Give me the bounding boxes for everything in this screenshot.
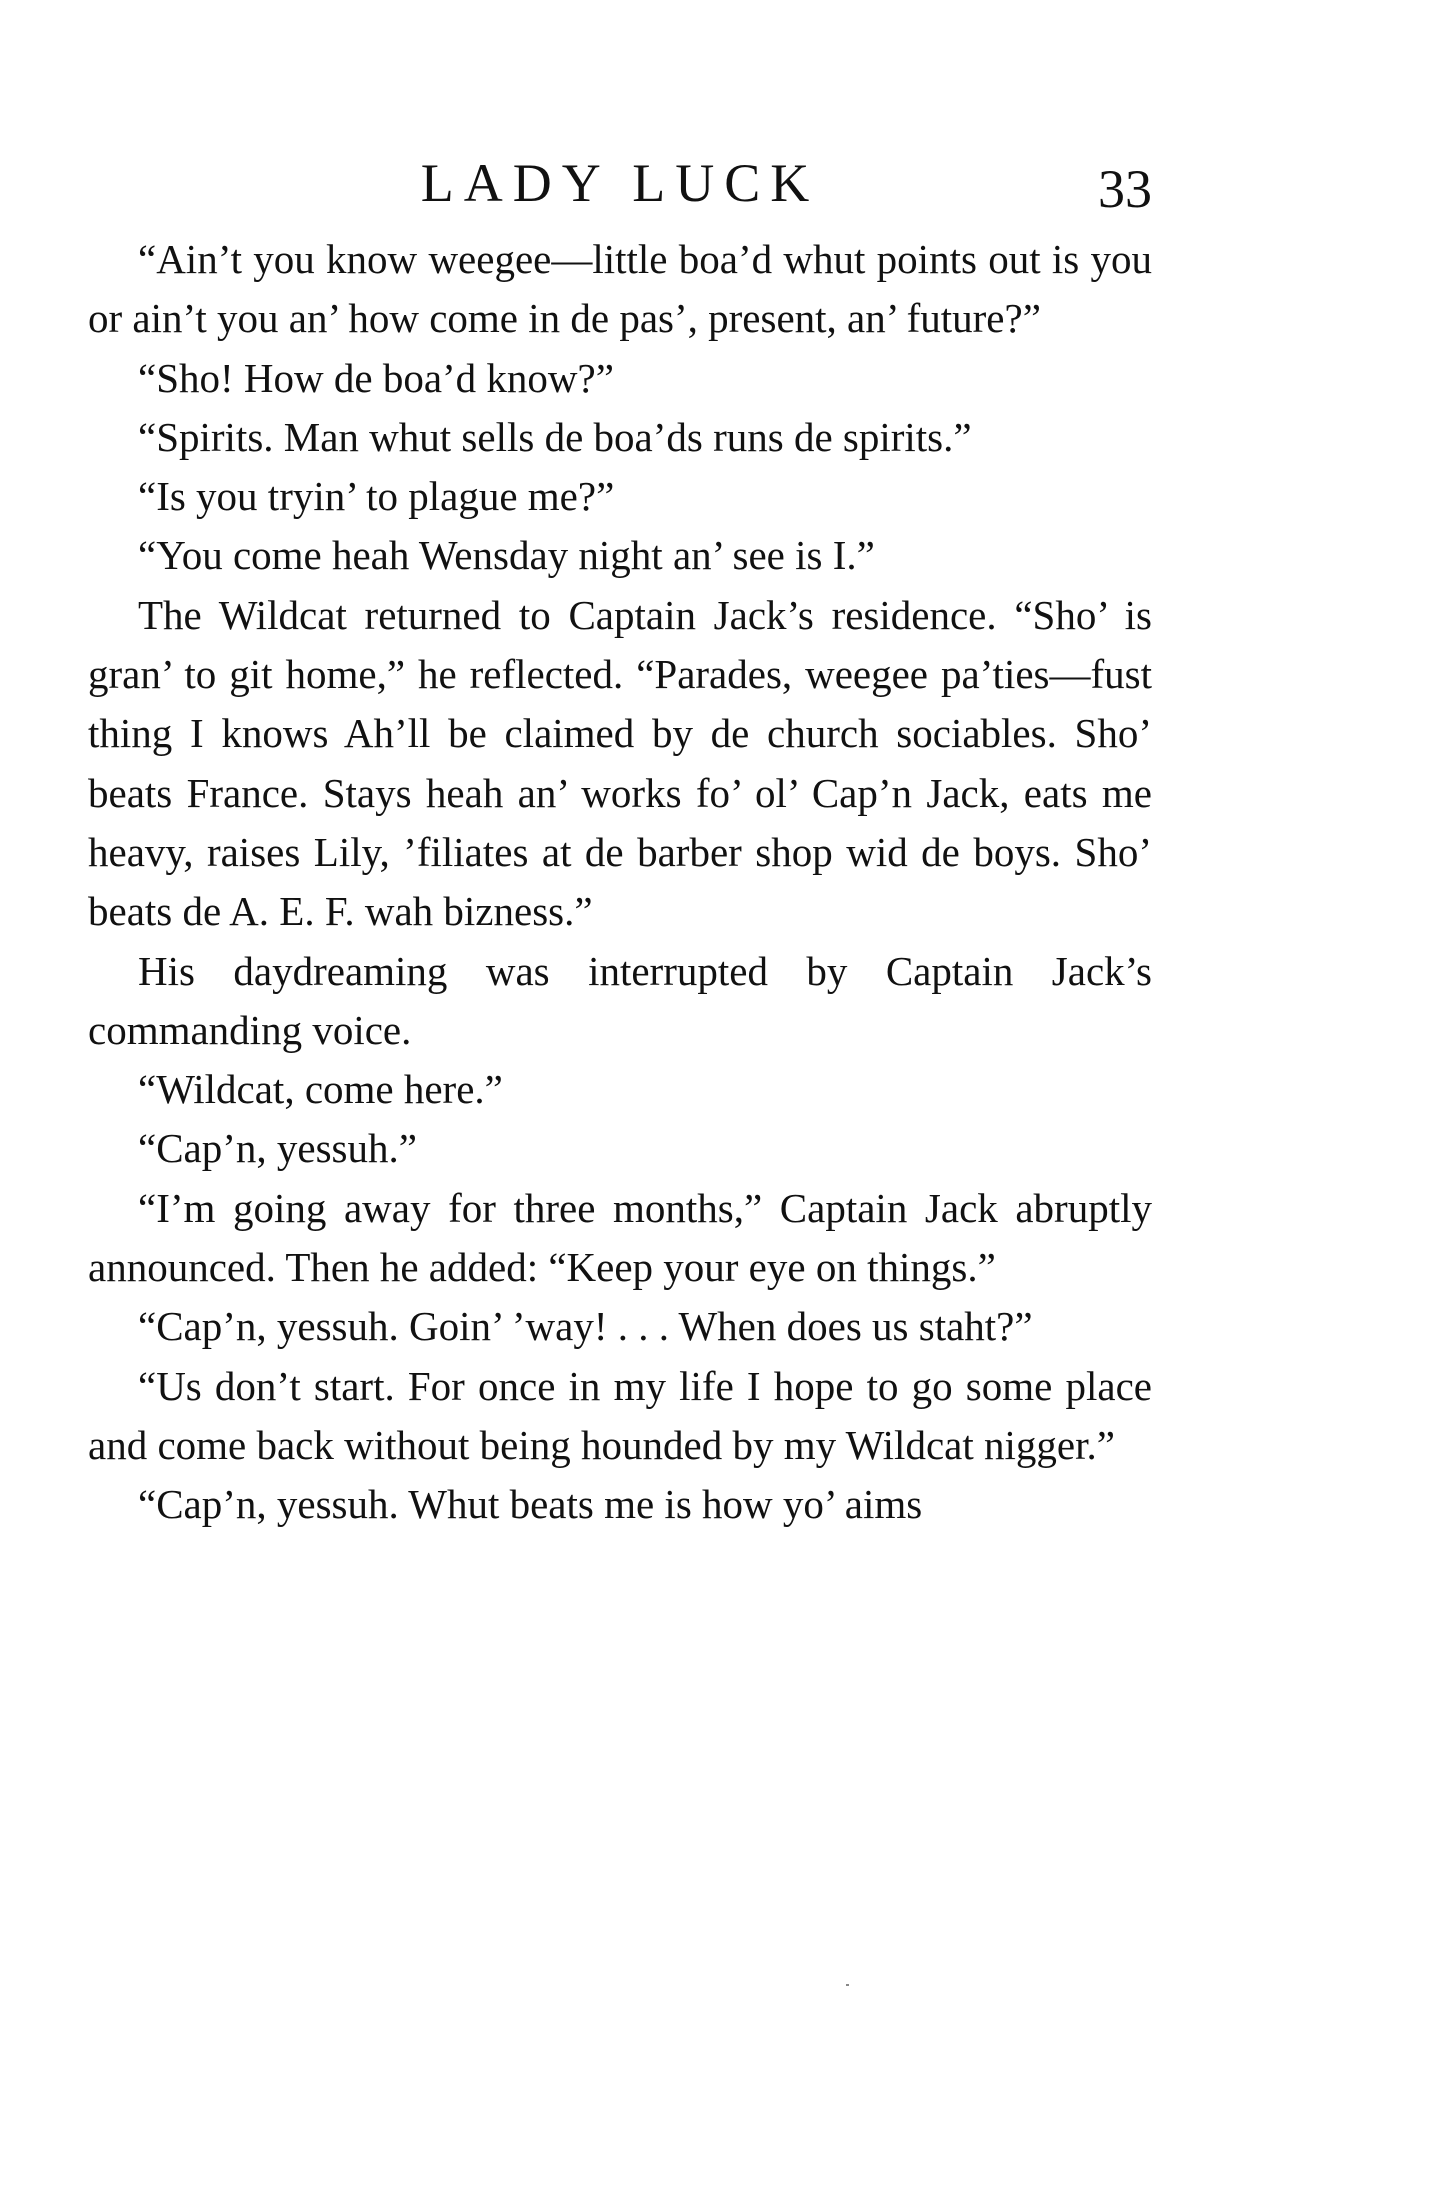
paragraph: The Wildcat returned to Captain Jack’s residence. “Sho’ is gran’ to git home,” he reflected. “Parades, weegee pa’ties—fust thing I knows Ah’ll be claimed by de church sociables. Sho’ beats France. Stays heah an’ works fo’ ol’ Cap’n Jack, eats me heavy, raises Lily, ’filiates at de barber shop wid de boys. Sho’ beats de A. E. F. wah bizness.”: [88, 591, 1152, 935]
running-head: [88, 148, 1152, 218]
running-head-title: LADY LUCK: [420, 153, 820, 213]
paragraph: “Cap’n, yessuh. Whut beats me is how yo’ aims: [138, 1481, 923, 1528]
paragraph: “You come heah Wensday night an’ see is I.”: [138, 532, 875, 579]
paragraph: “I’m going away for three months,” Captain Jack abruptly announced. Then he added: “Keep your eye on things.”: [88, 1184, 1152, 1291]
paragraph: “Cap’n, yessuh.”: [138, 1125, 417, 1172]
paragraph: “Ain’t you know weegee—little boa’d whut points out is you or ain’t you an’ how come in de pas’, present, an’ future?”: [88, 236, 1152, 342]
body-text: [88, 230, 1152, 1535]
paragraph: “Sho! How de boa’d know?”: [138, 354, 614, 401]
paragraph: “Cap’n, yessuh. Goin’ ’way! . . . When does us staht?”: [138, 1303, 1033, 1350]
page-number: 33: [1098, 159, 1152, 219]
paragraph: His daydreaming was interrupted by Captain Jack’s commanding voice.: [88, 947, 1152, 1053]
print-speck: [846, 1984, 849, 1986]
paragraph: “Us don’t start. For once in my life I hope to go some place and come back without being hounded by my Wildcat nigger.”: [88, 1362, 1152, 1468]
paragraph: “Wildcat, come here.”: [138, 1066, 503, 1113]
paragraph: “Spirits. Man whut sells de boa’ds runs de spirits.”: [138, 413, 972, 460]
paragraph: “Is you tryin’ to plague me?”: [138, 473, 615, 520]
